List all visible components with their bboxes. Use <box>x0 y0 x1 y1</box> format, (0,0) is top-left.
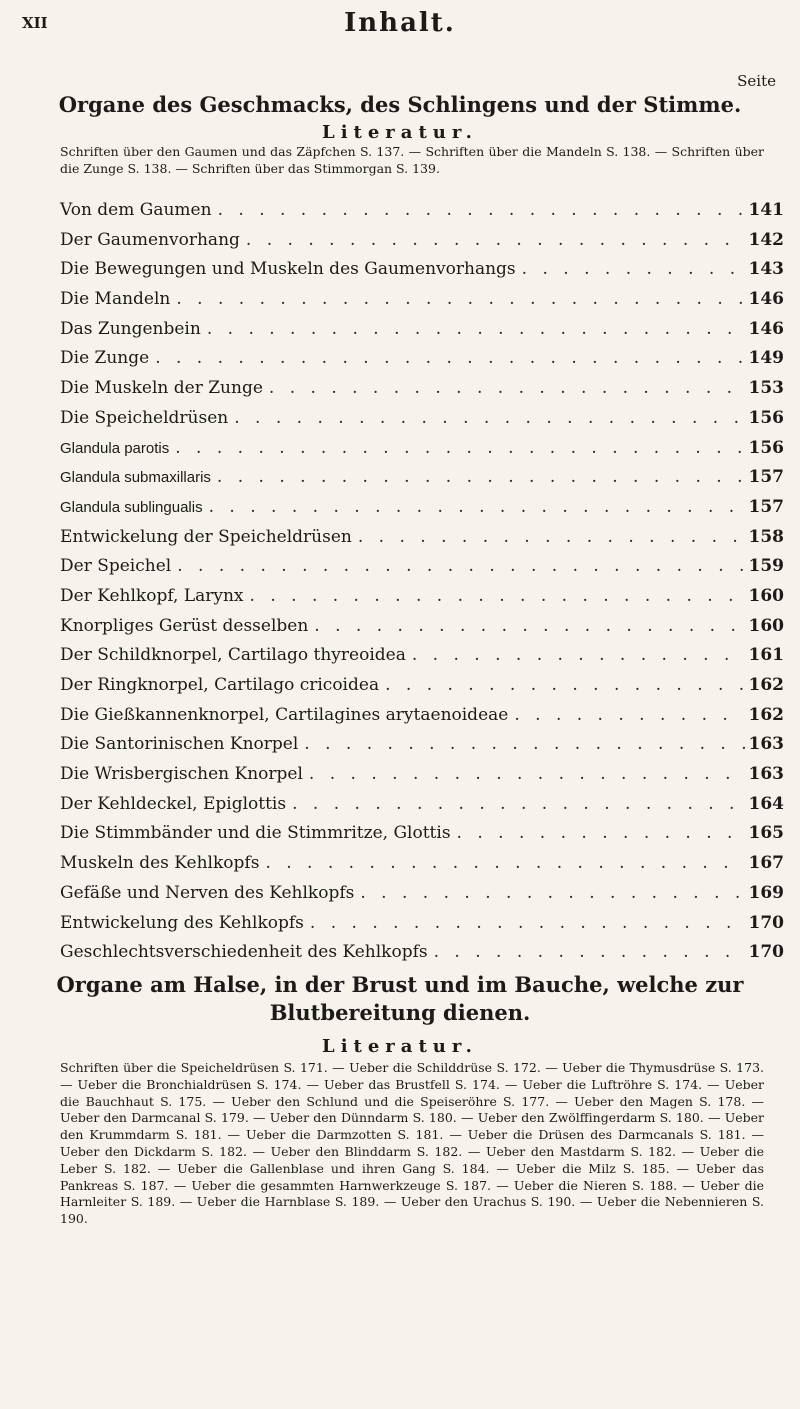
toc-entry-page: 163 <box>748 764 784 785</box>
toc-leader-dots <box>234 408 744 428</box>
toc-entry <box>60 675 784 705</box>
toc-entry-title: Von dem Gaumen <box>60 200 212 220</box>
toc-entry-page: 159 <box>748 556 784 577</box>
toc-entry-title: Das Zungenbein <box>60 318 201 339</box>
toc-entry-page: 162 <box>748 704 784 725</box>
toc-leader-dots <box>292 794 744 814</box>
toc-entry <box>60 527 784 557</box>
toc-entry-title: Glandula submaxillaris <box>60 469 211 487</box>
toc-entry <box>60 764 784 794</box>
toc-entry <box>60 497 784 527</box>
running-title: Inhalt. <box>344 8 456 38</box>
toc-leader-dots <box>209 497 745 517</box>
toc-leader-dots <box>246 230 745 250</box>
section-title-2-line2: Blutbereitung dienen. <box>269 1000 531 1025</box>
toc-entry-title: Die Wrisbergischen Knorpel <box>60 764 303 785</box>
section-title-2-line1: Organe am Halse, in der Brust und im Bauche, welche zur <box>56 972 744 997</box>
toc-entry-page: 169 <box>748 882 784 903</box>
toc-leader-dots <box>434 942 745 962</box>
toc-leader-dots <box>155 348 744 368</box>
toc-entry <box>60 883 784 913</box>
page-number: XII <box>22 14 48 32</box>
toc-entry-title: Der Schildknorpel, Cartilago thyreoidea <box>60 645 406 666</box>
toc-entry <box>60 348 784 378</box>
toc-entry <box>60 645 784 675</box>
toc-entry-page: 165 <box>748 823 784 844</box>
toc-leader-dots <box>217 467 745 487</box>
toc-entry-page: 158 <box>748 526 784 547</box>
toc-entry <box>60 378 784 408</box>
toc-entry-page: 153 <box>748 378 784 399</box>
toc-leader-dots <box>457 823 745 843</box>
toc-entry-title: Der Kehldeckel, Epiglottis <box>60 793 287 814</box>
toc-entry <box>60 289 784 319</box>
toc-entry-title: Geschlechtsverschiedenheit des Kehlkopfs <box>60 942 428 963</box>
toc-entry <box>60 408 784 438</box>
toc-leader-dots <box>175 438 744 458</box>
literature-text-1: Schriften über den Gaumen und das Zäpfchen S. 137. — Schriften über die Mandeln S. 138. — Schriften über die Zunge S. 138. — Schriften über das Stimmorgan S. 139. <box>60 144 764 176</box>
toc-entry-title: Glandula parotis <box>60 439 170 457</box>
toc-leader-dots <box>309 764 745 784</box>
toc-leader-dots <box>522 259 745 279</box>
toc-entry-page: 157 <box>748 496 784 517</box>
toc-entry-page: 160 <box>748 615 784 636</box>
toc-entry <box>60 230 784 260</box>
toc-entry-page: 164 <box>748 793 784 814</box>
toc-entry-title: Knorpliges Gerüst desselben <box>60 615 309 636</box>
toc-entry-page: 167 <box>748 853 784 874</box>
toc-leader-dots <box>514 705 744 725</box>
toc-entry-page: 143 <box>748 259 784 280</box>
toc-entry <box>60 823 784 853</box>
toc-entry-page: 146 <box>748 318 784 339</box>
literature-heading-1: Literatur. <box>322 122 478 143</box>
toc-entry-title: Gefäße und Nerven des Kehlkopfs <box>60 882 355 903</box>
toc-entry-page: 156 <box>748 437 784 458</box>
toc-entry-page: 161 <box>748 645 784 666</box>
toc-entry-title: Der Gaumenvorhang <box>60 229 240 250</box>
page-column-label: Seite <box>737 72 776 90</box>
toc-leader-dots <box>265 853 744 873</box>
toc-entry-title: Die Santorinischen Knorpel <box>60 734 299 755</box>
toc-entry-title: Die Speicheldrüsen <box>60 407 229 428</box>
toc-entry-title: Glandula sublingualis <box>60 498 203 516</box>
toc-entry <box>60 319 784 349</box>
toc-leader-dots <box>176 289 744 309</box>
toc-entry-page: 146 <box>748 289 784 310</box>
toc-entry-title: Entwickelung der Speicheldrüsen <box>60 526 352 547</box>
toc-leader-dots <box>412 645 745 665</box>
toc-leader-dots <box>269 378 745 398</box>
toc-entry-page: 170 <box>748 942 784 963</box>
toc-leader-dots <box>310 913 745 933</box>
toc-entry <box>60 200 784 230</box>
toc-entry-title: Die Bewegungen und Muskeln des Gaumenvorhangs <box>60 259 516 280</box>
toc-leader-dots <box>304 734 744 754</box>
toc-entry <box>60 556 784 586</box>
toc-entry <box>60 616 784 646</box>
toc-leader-dots <box>385 675 744 695</box>
toc-entry-title: Entwickelung des Kehlkopfs <box>60 912 304 933</box>
toc-list-1 <box>60 200 784 972</box>
toc-entry-title: Die Mandeln <box>60 289 171 310</box>
toc-entry-title: Der Ringknorpel, Cartilago cricoidea <box>60 675 380 695</box>
toc-entry <box>60 467 784 497</box>
literature-heading-2: Literatur. <box>322 1036 478 1057</box>
toc-leader-dots <box>218 200 745 220</box>
toc-entry <box>60 734 784 764</box>
toc-entry-title: Die Zunge <box>60 348 150 369</box>
literature-text-2: Schriften über die Speicheldrüsen S. 171. — Ueber die Schilddrüse S. 172. — Ueber die Thymusdrüse S. 173. — Ueber die Bronchialdrüsen S. 174. — Ueber das Brustfell S. 174. — Ueber die Luftröhre S. 174. — Ueber die Bauchhaut S. 175. — Ueber den Schlund und die Speiseröhre S. 177. — Ueber den Magen S. 178. — Ueber den Darmcanal S. 179. — Ueber den Dünndarm S. 180. — Ueber den Zwölffingerdarm S. 180. — Ueber den Krummdarm S. 181. — Ueber die Darmzotten S. 181. — Ueber die Drüsen des Darmcanals S. 181. — Ueber den Dickdarm S. 182. — Ueber den Blinddarm S. 182. — Ueber den Mastdarm S. 182. — Ueber die Leber S. 182. — Ueber die Gallenblase und ihren Gang S. 184. — Ueber die Milz S. 185. — Ueber das Pankreas S. 187. — Ueber die gesammten Harnwerkzeuge S. 187. — Ueber die Nieren S. 188. — Ueber die Harnleiter S. 189. — Ueber die Harnblase S. 189. — Ueber den Urachus S. 190. — Ueber die Nebennieren S. 190. <box>60 1060 764 1227</box>
toc-entry <box>60 942 784 972</box>
toc-entry-page: 157 <box>748 467 784 488</box>
toc-entry-page: 160 <box>748 585 784 606</box>
toc-leader-dots <box>177 556 744 576</box>
toc-entry-title: Der Speichel <box>60 556 172 577</box>
toc-leader-dots <box>358 527 745 547</box>
toc-entry <box>60 705 784 735</box>
toc-entry <box>60 259 784 289</box>
toc-leader-dots <box>314 616 744 636</box>
toc-entry-title: Die Muskeln der Zunge <box>60 378 263 399</box>
toc-entry-page: 149 <box>748 348 784 369</box>
page-header <box>0 8 800 44</box>
toc-entry-page: 163 <box>748 734 784 755</box>
toc-leader-dots <box>360 883 744 903</box>
toc-entry-page: 170 <box>748 912 784 933</box>
section-title-1: Organe des Geschmacks, des Schlingens und der Stimme. <box>58 92 742 117</box>
toc-leader-dots <box>250 586 745 606</box>
toc-entry-page: 162 <box>748 675 784 695</box>
toc-entry <box>60 438 784 468</box>
toc-entry-page: 141 <box>748 200 784 220</box>
toc-leader-dots <box>207 319 745 339</box>
toc-entry-title: Die Stimmbänder und die Stimmritze, Glottis <box>60 823 451 844</box>
toc-entry-title: Muskeln des Kehlkopfs <box>60 853 260 874</box>
toc-entry <box>60 794 784 824</box>
toc-entry-title: Die Gießkannenknorpel, Cartilagines arytaenoideae <box>60 704 509 725</box>
toc-entry-page: 156 <box>748 407 784 428</box>
toc-entry <box>60 586 784 616</box>
toc-entry-title: Der Kehlkopf, Larynx <box>60 585 244 606</box>
toc-entry <box>60 913 784 943</box>
toc-entry-page: 142 <box>748 229 784 250</box>
toc-entry <box>60 853 784 883</box>
